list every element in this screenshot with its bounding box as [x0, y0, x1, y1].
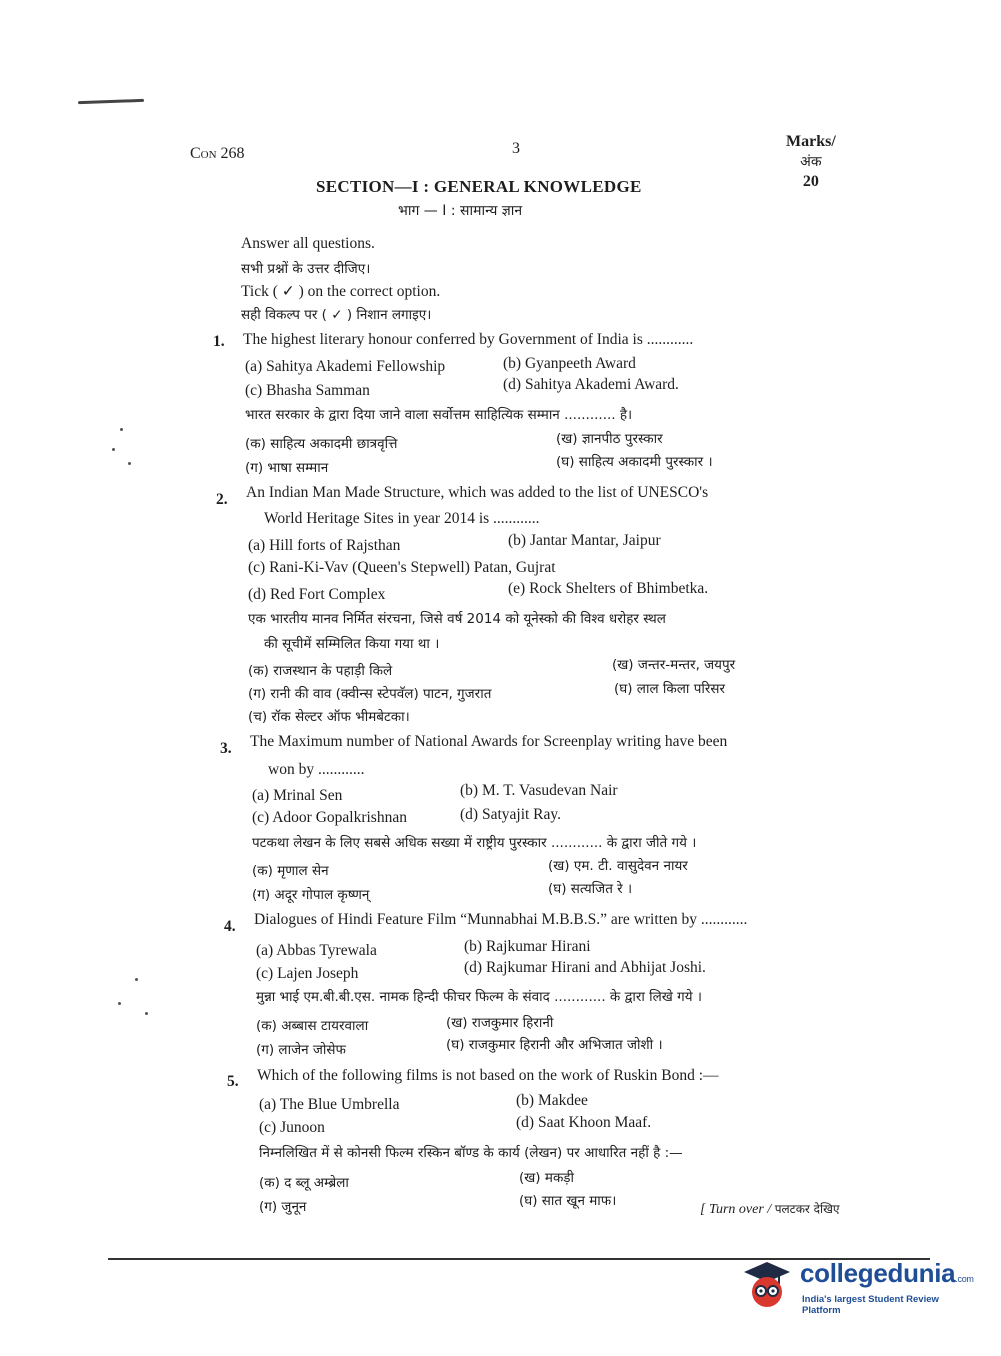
option-b-hindi: (ख) एम. टी. वासुदेवन नायर	[548, 858, 688, 874]
scan-dot	[118, 1002, 121, 1005]
instruction-line-hindi: सही विकल्प पर ( ✓ ) निशान लगाइए।	[241, 307, 432, 323]
question-text: World Heritage Sites in year 2014 is ............	[264, 510, 540, 527]
section-title: SECTION—I : GENERAL KNOWLEDGE	[316, 177, 642, 196]
option-c-hindi: (ग) जुनून	[259, 1199, 307, 1215]
option-e: (e) Rock Shelters of Bhimbetka.	[508, 580, 709, 597]
option-c: (c) Junoon	[259, 1119, 325, 1136]
option-c-hindi: (ग) भाषा सम्मान	[245, 460, 329, 476]
option-d-hindi: (घ) लाल किला परिसर	[614, 681, 726, 697]
option-b: (b) Gyanpeeth Award	[503, 355, 636, 372]
option-b-hindi: (ख) ज्ञानपीठ पुरस्कार	[556, 431, 663, 447]
option-c-hindi: (ग) लाजेन जोसेफ	[256, 1042, 346, 1058]
paper-code: Con 268	[190, 145, 245, 162]
option-a-hindi: (क) राजस्थान के पहाड़ी किले	[248, 663, 393, 679]
question-text-hindi: निम्नलिखित में से कोनसी फिल्म रस्किन बॉण्ड के कार्य (लेखन) पर आधारित नहीं है :—	[259, 1145, 683, 1161]
option-b: (b) Jantar Mantar, Jaipur	[508, 532, 661, 549]
option-a-hindi: (क) साहित्य अकादमी छात्रवृत्ति	[245, 436, 398, 452]
option-b-hindi: (ख) मकड़ी	[519, 1170, 575, 1186]
logo-domain-text: .com	[955, 1274, 974, 1284]
marks-label: Marks/	[786, 133, 836, 150]
option-d: (d) Rajkumar Hirani and Abhijat Joshi.	[464, 959, 706, 976]
scan-dot	[112, 448, 115, 451]
question-number: 2.	[216, 491, 228, 508]
marks-block	[786, 132, 836, 192]
page-number: 3	[512, 140, 520, 157]
logo-wordmark	[800, 1258, 974, 1289]
turn-over-text-hindi: पलटकर देखिए	[774, 1202, 840, 1216]
option-a: (a) Mrinal Sen	[252, 787, 343, 804]
scan-dot	[128, 462, 131, 465]
student-mascot-icon	[742, 1260, 792, 1310]
option-d: (d) Saat Khoon Maaf.	[516, 1114, 652, 1131]
option-a: (a) Sahitya Akademi Fellowship	[245, 358, 446, 375]
option-d-hindi: (घ) साहित्य अकादमी पुरस्कार ।	[556, 454, 713, 470]
option-a-hindi: (क) मृणाल सेन	[252, 863, 329, 879]
question-number: 3.	[220, 740, 232, 757]
option-d: (d) Satyajit Ray.	[460, 806, 562, 823]
option-c-hindi: (ग) अदूर गोपाल कृष्णन्	[252, 887, 370, 903]
option-d-hindi: (घ) सात खून माफ।	[519, 1193, 617, 1209]
scan-mark	[78, 99, 144, 104]
option-d-hindi: (घ) राजकुमार हिरानी और अभिजात जोशी ।	[446, 1037, 663, 1053]
instruction-line: Answer all questions.	[241, 235, 375, 252]
option-a: (a) Hill forts of Rajsthan	[248, 537, 401, 554]
option-a-hindi: (क) द ब्लू अम्ब्रेला	[259, 1175, 349, 1191]
question-text-hindi: एक भारतीय मानव निर्मित संरचना, जिसे वर्ष 2014 को यूनेस्को की विश्व धरोहर स्थल	[248, 611, 666, 627]
question-text-hindi: की सूचीमें सम्मिलित किया गया था ।	[264, 636, 440, 652]
option-a: (a) Abbas Tyrewala	[256, 942, 377, 959]
option-c: (c) Rani-Ki-Vav (Queen's Stepwell) Patan, Gujrat	[248, 559, 556, 576]
question-number: 1.	[213, 333, 225, 350]
option-c-hindi: (ग) रानी की वाव (क्वीन्स स्टेपवॅल) पाटन, गुजरात	[248, 686, 492, 702]
logo-tagline: India's largest Student Review Platform	[802, 1294, 939, 1316]
question-number: 4.	[224, 918, 236, 935]
question-text-hindi: मुन्ना भाई एम.बी.बी.एस. नामक हिन्दी फीचर फिल्म के संवाद ............ के द्वारा लिखे गये ।	[256, 989, 702, 1005]
option-c: (c) Adoor Gopalkrishnan	[252, 809, 407, 826]
question-text-hindi: भारत सरकार के द्वारा दिया जाने वाला सर्वोत्तम साहित्यिक सम्मान ............ है।	[245, 407, 633, 423]
question-text: The highest literary honour conferred by Government of India is ............	[243, 331, 694, 348]
option-a-hindi: (क) अब्बास टायरवाला	[256, 1018, 369, 1034]
marks-value: 20	[802, 173, 819, 190]
option-a: (a) The Blue Umbrella	[259, 1096, 400, 1113]
option-c: (c) Bhasha Samman	[245, 382, 370, 399]
option-d: (d) Sahitya Akademi Award.	[503, 376, 679, 393]
logo-name-text: collegedunia	[800, 1258, 956, 1288]
option-b-hindi: (ख) जन्तर-मन्तर, जयपुर	[612, 657, 736, 673]
question-text-hindi: पटकथा लेखन के लिए सबसे अधिक सख्या में राष्ट्रीय पुरस्कार ............ के द्वारा जीते गये ।	[252, 835, 697, 851]
option-d-hindi: (घ) सत्यजित रे ।	[548, 881, 633, 897]
question-text: An Indian Man Made Structure, which was added to the list of UNESCO's	[246, 484, 709, 501]
option-e-hindi: (च) रॉक सेल्टर ऑफ भीमबेटका।	[248, 709, 410, 725]
scan-dot	[145, 1012, 148, 1015]
instruction-line-hindi: सभी प्रश्नों के उत्तर दीजिए।	[241, 261, 371, 277]
option-b: (b) M. T. Vasudevan Nair	[460, 782, 618, 799]
option-b: (b) Makdee	[516, 1092, 588, 1109]
option-d: (d) Red Fort Complex	[248, 586, 386, 603]
scan-dot	[120, 428, 123, 431]
option-b-hindi: (ख) राजकुमार हिरानी	[446, 1015, 554, 1031]
turn-over-note	[700, 1200, 840, 1218]
question-text: won by ............	[268, 761, 365, 778]
marks-label-hindi: अंक	[800, 154, 822, 170]
option-c: (c) Lajen Joseph	[256, 965, 359, 982]
question-number: 5.	[227, 1073, 239, 1090]
instruction-line: Tick ( ✓ ) on the correct option.	[241, 283, 441, 300]
question-text: Which of the following films is not based on the work of Ruskin Bond :—	[257, 1067, 719, 1084]
option-b: (b) Rajkumar Hirani	[464, 938, 591, 955]
section-title-hindi: भाग — I : सामान्य ज्ञान	[398, 203, 523, 219]
scan-dot	[135, 978, 138, 981]
collegedunia-logo	[742, 1254, 974, 1316]
question-text: The Maximum number of National Awards for Screenplay writing have been	[250, 733, 728, 750]
turn-over-text: [ Turn over /	[700, 1202, 772, 1217]
question-text: Dialogues of Hindi Feature Film “Munnabhai M.B.B.S.” are written by ............	[254, 911, 748, 928]
